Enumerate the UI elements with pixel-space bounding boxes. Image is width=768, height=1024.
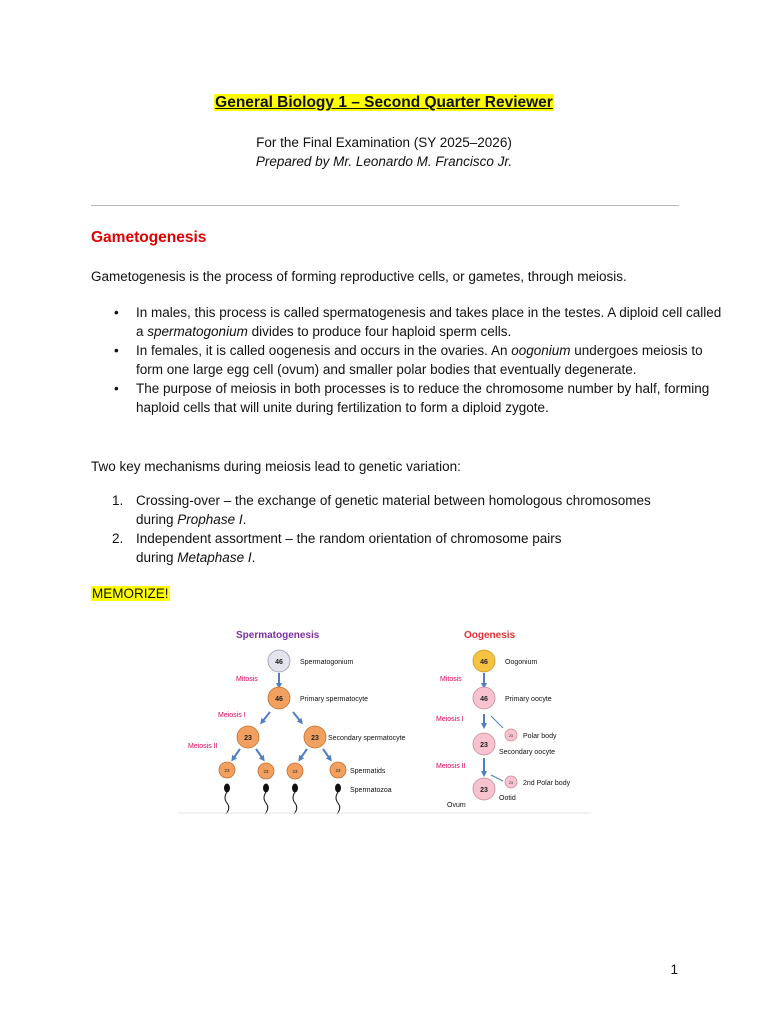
spermatid-count-1: 23 — [224, 768, 230, 773]
mechanism-item-independent-assortment: 2. Independent assortment – the random orientation of chromosome pairs during Metaphase I. — [112, 531, 562, 565]
spermatid-count-2: 23 — [263, 769, 269, 774]
meiosis2-arrow-1 — [233, 749, 240, 759]
polar-body-connector-1 — [491, 716, 503, 728]
oo-meiosis1-label: Meiosis I — [436, 716, 464, 723]
document-subtitle: For the Final Examination (SY 2025–2026) — [256, 135, 512, 150]
sperm-meiosis1-label: Meiosis I — [218, 712, 246, 719]
oogenesis-title: Oogenesis — [464, 630, 516, 641]
ootid-count: 23 — [480, 787, 488, 794]
oogonium-count: 46 — [480, 659, 488, 666]
mechanisms-intro: Two key mechanisms during meiosis lead to genetic variation: — [91, 459, 461, 474]
sperm-cell-1 — [224, 784, 230, 815]
page-number: 1 — [670, 962, 678, 977]
primary-spermatocyte-label: Primary spermatocyte — [300, 696, 369, 703]
intro-paragraph: Gametogenesis is the process of forming reproductive cells, or gametes, through meiosis. — [91, 269, 627, 284]
gametogenesis-diagram — [178, 618, 591, 814]
spermatogenesis-title: Spermatogenesis — [236, 630, 320, 641]
spermatozoa-label: Spermatozoa — [350, 787, 392, 794]
ootid-label: Ootid — [499, 795, 516, 802]
spermatids-label: Spermatids — [350, 768, 386, 775]
author-line: Prepared by Mr. Leonardo M. Francisco Jr. — [255, 154, 513, 169]
secondary-oocyte-label: Secondary oocyte — [499, 749, 556, 756]
spermatid-count-3: 23 — [292, 769, 298, 774]
meiosis2-arrow-3 — [300, 749, 307, 759]
second-polar-body-label: 2nd Polar body — [523, 780, 571, 787]
primary-oocyte-count: 46 — [480, 696, 488, 703]
polar-body-label: Polar body — [523, 733, 557, 740]
spermatid-count-4: 23 — [335, 768, 341, 773]
primary-oocyte-label: Primary oocyte — [505, 696, 552, 703]
spermatogonium-label: Spermatogonium — [300, 659, 354, 666]
ovum-label: Ovum — [447, 802, 466, 809]
spermatogonium-count: 46 — [275, 659, 283, 666]
sperm-cell-2 — [263, 784, 269, 815]
meiosis1-arrow-left — [262, 712, 270, 722]
memorize-note: MEMORIZE! — [92, 586, 169, 601]
meiosis2-arrow-2 — [256, 749, 263, 759]
diagram-svg — [178, 618, 591, 814]
secondary-oocyte-count: 23 — [480, 742, 488, 749]
bullet-item-purpose: • The purpose of meiosis in both processes is to reduce the chromosome number by half, forming haploid cells that will unite during fertilization to form a diploid zygote. — [136, 379, 726, 417]
mechanism-item-crossing-over: 1. Crossing-over – the exchange of genetic material between homologous chromosomes during Prophase I. — [112, 493, 651, 527]
bullet-item-females: • In females, it is called oogenesis and occurs in the ovaries. An oogonium undergoes meiosis to form one large egg cell (ovum) and smaller polar bodies that eventually degenerate. — [136, 341, 726, 379]
polar-body-count: 23 — [509, 734, 513, 738]
mechanisms-list — [91, 491, 726, 567]
oo-mitosis-label: Mitosis — [440, 676, 462, 683]
secondary-spermatocyte-count-left: 23 — [244, 735, 252, 742]
polar-body-connector-2 — [491, 775, 503, 781]
sperm-mitosis-label: Mitosis — [236, 676, 258, 683]
bullet-list — [91, 303, 726, 417]
secondary-spermatocyte-label: Secondary spermatocyte — [328, 735, 406, 742]
meiosis1-arrow-right — [293, 712, 301, 722]
second-polar-body-count: 23 — [509, 781, 513, 785]
bullet-item-males: • In males, this process is called spermatogenesis and takes place in the testes. A diploid cell called a spermatogonium divides to produce four haploid sperm cells. — [136, 303, 726, 341]
section-heading: Gametogenesis — [91, 229, 207, 246]
meiosis2-arrow-4 — [323, 749, 330, 759]
document-title: General Biology 1 – Second Quarter Reviewer — [215, 94, 553, 111]
primary-spermatocyte-count: 46 — [275, 696, 283, 703]
sperm-cell-4 — [335, 784, 341, 815]
oogonium-label: Oogonium — [505, 659, 538, 666]
sperm-meiosis2-label: Meiosis II — [188, 743, 218, 750]
sperm-cell-3 — [292, 784, 298, 815]
oo-meiosis2-label: Meiosis II — [436, 763, 466, 770]
secondary-spermatocyte-count-right: 23 — [311, 735, 319, 742]
horizontal-divider — [91, 205, 679, 206]
